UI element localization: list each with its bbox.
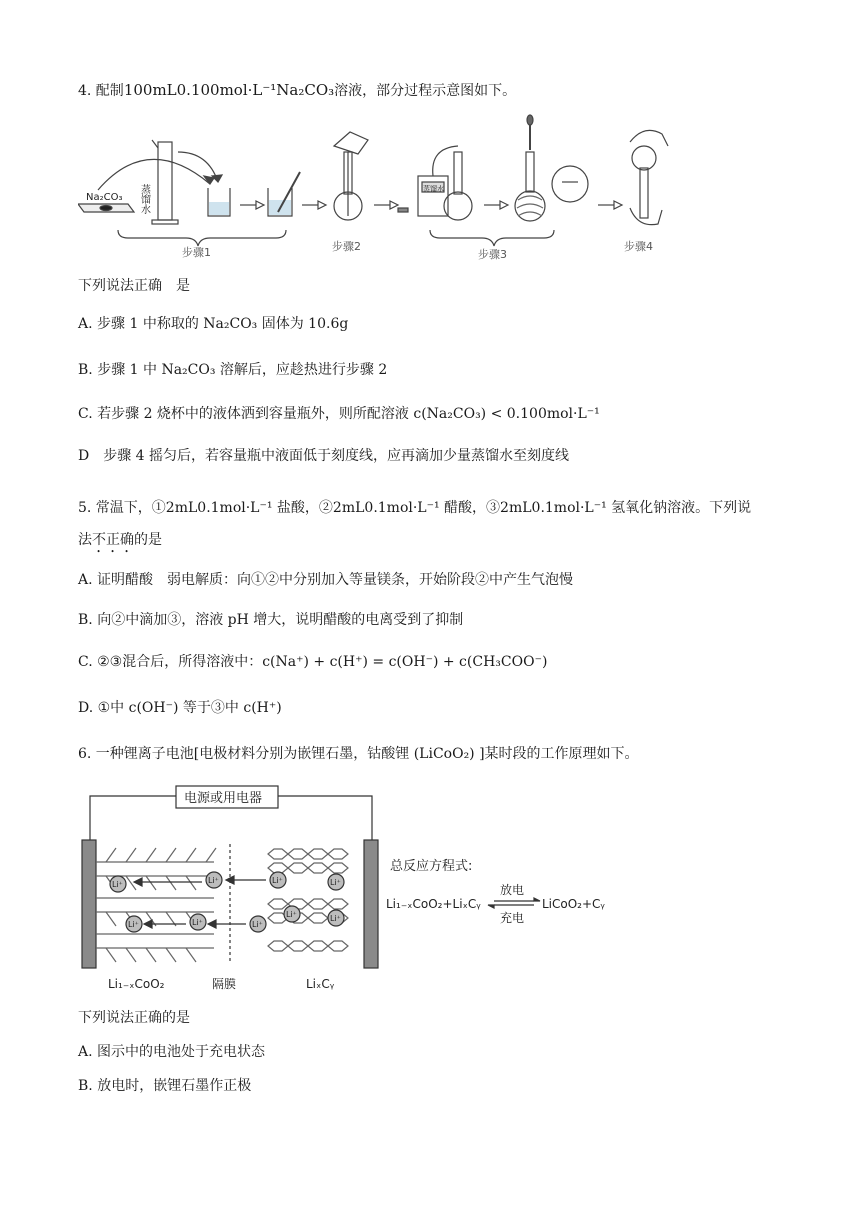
power-box-label: 电源或用电器	[184, 791, 263, 806]
q4-option-d: D 步骤 4 摇匀后，若容量瓶中液面低于刻度线，应再滴加少量蒸馏水至刻度线	[78, 448, 570, 464]
q6-prompt: 下列说法正确的是	[78, 1010, 190, 1026]
equation-title: 总反应方程式:	[390, 859, 473, 874]
q4-option-b: B. 步骤 1 中 Na₂CO₃ 溶解后，应趁热进行步骤 2	[78, 362, 388, 378]
svg-text:Li⁺: Li⁺	[330, 878, 341, 887]
discharge-label: 放电	[500, 883, 525, 897]
q4-prompt: 下列说法正确 是	[78, 278, 190, 294]
graduated-cylinder	[158, 142, 172, 220]
q6-figure	[78, 784, 718, 994]
q4-option-c: C. 若步骤 2 烧杯中的液体洒到容量瓶外，则所配溶液 c(Na₂CO₃) < 0.100mol·L⁻¹	[78, 406, 600, 422]
svg-text:Li⁺: Li⁺	[192, 918, 203, 927]
inverted-flask	[632, 146, 656, 170]
graphite-layers	[268, 849, 348, 951]
charge-label: 充电	[500, 911, 525, 925]
equation-right: LiCoO₂+Cᵧ	[542, 897, 605, 911]
transfer-arrow	[98, 159, 210, 190]
step2-label: 步骤2	[332, 240, 361, 253]
q5-option-c: C. ②③混合后，所得溶液中：c(Na⁺) + c(H⁺) = c(OH⁻) + c(CH₃COO⁻)	[78, 654, 548, 670]
q6-option-b: B. 放电时，嵌锂石墨作正极	[78, 1078, 252, 1094]
bottle-label: 蒸馏水	[423, 185, 444, 193]
hand-bottom	[630, 208, 662, 225]
ion-label: Li⁺	[112, 880, 123, 889]
q5-option-d: D. ①中 c(OH⁻) 等于③中 c(H⁺)	[78, 700, 282, 716]
membrane-label: 隔膜	[212, 977, 237, 991]
pouring-beaker	[334, 132, 368, 154]
svg-text:Li⁺: Li⁺	[286, 910, 297, 919]
label-water: 蒸馏水	[138, 184, 150, 214]
hand-top	[630, 130, 668, 146]
svg-text:Li⁺: Li⁺	[272, 876, 283, 885]
q4-figure	[78, 112, 678, 262]
cobalt-oxide-layers	[96, 848, 216, 962]
q5-option-a: A. 证明醋酸 弱电解质：向①②中分别加入等量镁条，开始阶段②中产生气泡慢	[78, 572, 574, 588]
step4-label: 步骤4	[624, 240, 653, 253]
step1-label: 步骤1	[182, 246, 211, 259]
left-electrode	[82, 840, 96, 968]
svg-text:Li⁺: Li⁺	[330, 914, 341, 923]
q5-option-b: B. 向②中滴加③，溶液 pH 增大，说明醋酸的电离受到了抑制	[78, 612, 464, 628]
step3-brace	[430, 230, 554, 246]
q4-stem: 4. 配制100mL0.100mol·L⁻¹Na₂CO₃溶液，部分过程示意图如下。	[78, 81, 517, 99]
q5-stem-line1: 5. 常温下，①2mL0.1mol·L⁻¹ 盐酸，②2mL0.1mol·L⁻¹ 醋酸，③2mL0.1mol·L⁻¹ 氢氧化钠溶液。下列说	[78, 500, 752, 516]
svg-text:Li⁺: Li⁺	[252, 920, 263, 929]
left-electrode-label: Li₁₋ₓCoO₂	[108, 977, 165, 991]
meniscus-magnifier	[552, 166, 588, 202]
equation-left: Li₁₋ₓCoO₂+LiₓCᵧ	[386, 897, 481, 911]
step1-brace	[118, 230, 286, 246]
reaction-arrows	[488, 898, 540, 908]
q6-stem: 6. 一种锂离子电池[电极材料分别为嵌锂石墨，钴酸锂 (LiCoO₂) ]某时段的工作原理如下。	[78, 746, 639, 762]
step3-label: 步骤3	[478, 248, 507, 261]
svg-text:Li⁺: Li⁺	[128, 920, 139, 929]
q4-option-a: A. 步骤 1 中称取的 Na₂CO₃ 固体为 10.6g	[78, 316, 349, 332]
right-electrode-label: LiₓCᵧ	[306, 977, 335, 991]
svg-text:Li⁺: Li⁺	[208, 876, 219, 885]
right-electrode	[364, 840, 378, 968]
q6-option-a: A. 图示中的电池处于充电状态	[78, 1044, 266, 1060]
emphasis-not-correct: 不正确	[92, 532, 134, 548]
label-na2co3: Na₂CO₃	[86, 192, 123, 203]
q5-stem-line2: 法不正确的是	[78, 532, 162, 548]
